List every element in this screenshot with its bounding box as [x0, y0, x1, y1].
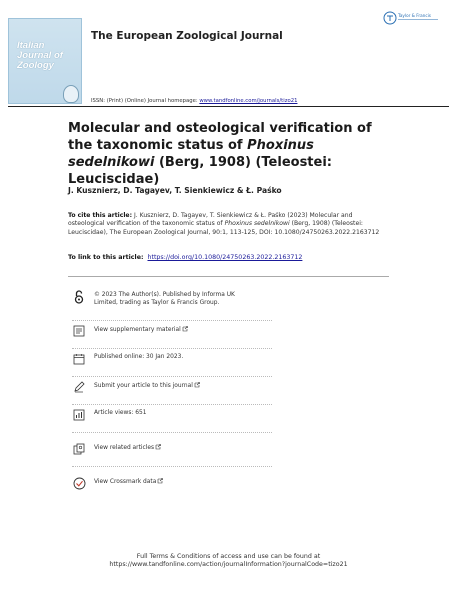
- article-views: Article views: 651: [94, 410, 147, 416]
- journal-cover-image[interactable]: [8, 18, 82, 104]
- citation: [68, 212, 383, 237]
- issn-line: [91, 98, 297, 104]
- cite-label: To cite this article:: [68, 212, 133, 219]
- cite-text: J. Kusznierz, D. Tagayev, T. Sienkiewicz & Ł. Paśko (2023) Molecular and osteological verification of the taxonomic status of: [68, 212, 353, 228]
- title-species: Phoxinus sedelnikowi: [68, 138, 314, 170]
- published-row: [72, 352, 372, 372]
- row-divider: [72, 404, 272, 405]
- authors: J. Kusznierz, D. Tagayev, T. Sienkiewicz & Ł. Paśko: [68, 186, 282, 195]
- pen-icon: [72, 380, 86, 394]
- link-label: To link to this article:: [68, 254, 144, 261]
- published-date: Published online: 30 Jan 2023.: [94, 354, 184, 360]
- cite-species: Phoxinus sedelnikowi: [224, 220, 290, 228]
- cite-text: (Berg, 1908) (Teleostei: Leuciscidae), The European Zoological Journal, 90:1, 113-125, DOI: 10.1080/24750263.2022.2163712: [68, 220, 380, 236]
- cover-title-line: Journal of: [17, 50, 63, 61]
- views-row: [72, 408, 372, 428]
- row-divider: [72, 376, 272, 377]
- header-divider: [8, 106, 449, 107]
- related-row[interactable]: [72, 442, 372, 462]
- crossmark-row[interactable]: [72, 476, 372, 496]
- row-divider: [72, 466, 272, 467]
- row-divider: [72, 348, 272, 349]
- footer-terms-text: Full Terms & Conditions of access and use can be found at: [136, 553, 321, 560]
- issn-text: ISSN: (Print) (Online) Journal homepage:: [91, 98, 200, 104]
- taylor-francis-logo-icon: [383, 10, 443, 26]
- external-link-icon: [194, 382, 200, 388]
- submit-link[interactable]: Submit your article to this journal: [94, 383, 193, 389]
- cover-title: [17, 41, 77, 71]
- article-title: [68, 120, 398, 188]
- bar-chart-icon: [72, 408, 86, 422]
- row-divider: [72, 320, 272, 321]
- document-icon: [72, 324, 86, 338]
- calendar-icon: [72, 352, 86, 366]
- supplementary-row[interactable]: [72, 324, 372, 344]
- publisher-logo[interactable]: [383, 10, 443, 26]
- row-divider: [72, 432, 272, 433]
- related-articles-icon: [72, 442, 86, 456]
- open-access-icon: [72, 290, 86, 304]
- cover-emblem-icon: [63, 85, 79, 103]
- license-text: © 2023 The Author(s). Published by Informa UK Limited, trading as Taylor & Francis Group.: [94, 292, 235, 306]
- cover-title-line: Zoology: [17, 60, 54, 71]
- crossmark-link[interactable]: View Crossmark data: [94, 479, 157, 485]
- footer-terms-link[interactable]: https://www.tandfonline.com/action/journalInformation?journalCode=tizo21: [109, 561, 348, 569]
- doi-link[interactable]: https://doi.org/10.1080/24750263.2022.2163712: [147, 254, 303, 261]
- article-link-line: [68, 254, 302, 261]
- cover-title-line: Italian: [17, 40, 45, 51]
- submit-row[interactable]: [72, 380, 372, 400]
- license-row: [72, 290, 372, 310]
- journal-homepage-link[interactable]: www.tandfonline.com/journals/tizo21: [199, 98, 298, 104]
- title-text: Molecular and osteological verification of the taxonomic status of: [68, 121, 372, 153]
- external-link-icon: [182, 326, 188, 332]
- journal-title[interactable]: The European Zoological Journal: [91, 30, 283, 42]
- external-link-icon: [155, 444, 161, 450]
- crossmark-icon: [72, 476, 86, 490]
- footer: [0, 553, 457, 570]
- related-articles-link[interactable]: View related articles: [94, 445, 155, 451]
- external-link-icon: [157, 478, 163, 484]
- title-text: (Berg, 1908) (Teleostei: Leuciscidae): [68, 155, 332, 187]
- section-divider: [68, 276, 389, 277]
- publisher-name: Taylor & Francis: [398, 13, 431, 18]
- supplementary-link[interactable]: View supplementary material: [94, 327, 181, 333]
